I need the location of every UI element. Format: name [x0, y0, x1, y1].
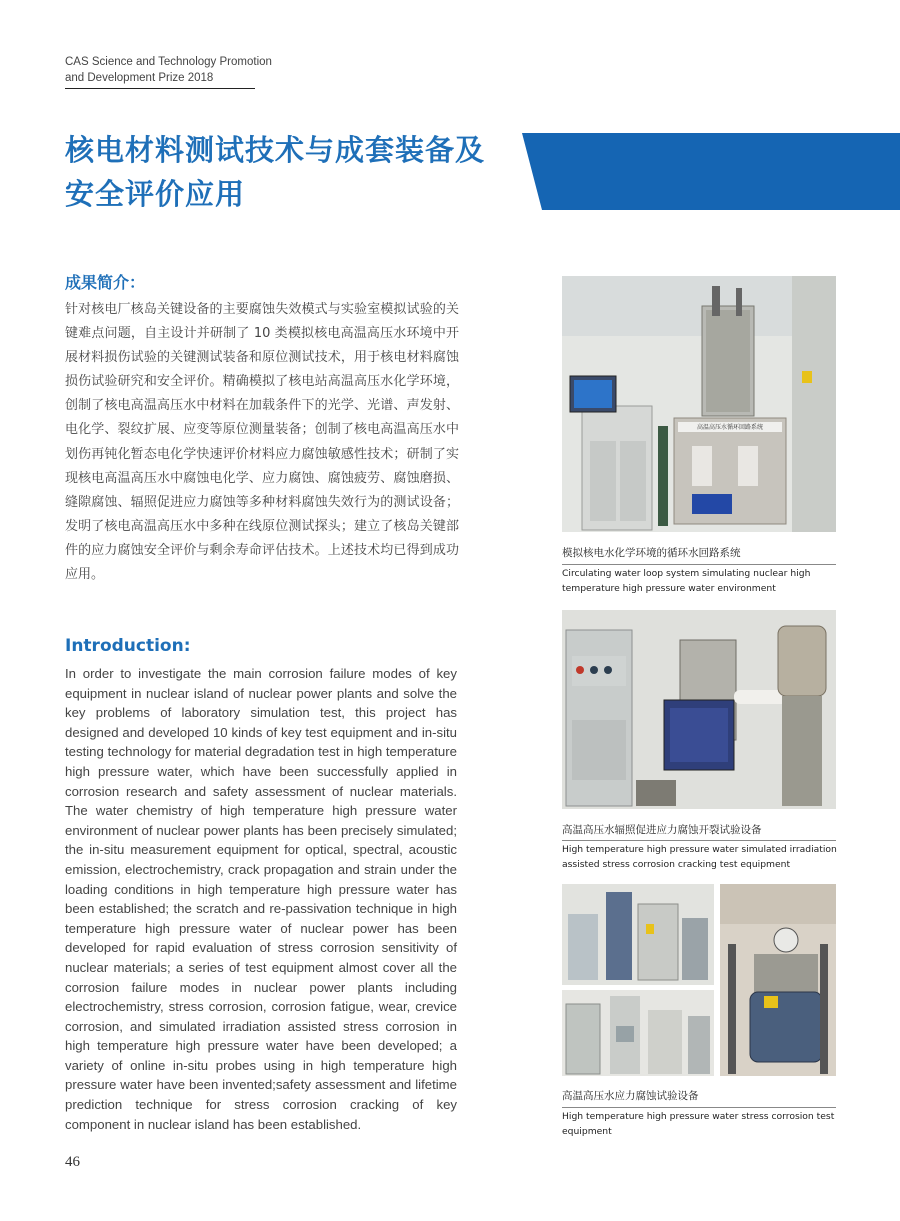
page-title [65, 128, 515, 216]
figure-1-caption-cn: 模拟核电水化学环境的循环水回路系统 [562, 547, 741, 559]
figure-3-caption-en: High temperature high pressure water stress corrosion test equipment [562, 1111, 835, 1137]
title-accent-band [522, 133, 900, 210]
summary-cn-body: 针对核电厂核岛关键设备的主要腐蚀失效模式与实验室模拟试验的关键难点问题，自主设计并研制了 10 类模拟核电高温高压水环境中开展材料损伤试验的关键测试装备和原位测试技术，用于核电材料腐蚀损伤试验研究和安全评价。精确模拟了核电站高温高压水化学环境，创制了核电高温高压水中材料在加载条件下的光学、光谱、声发射、电化学、裂纹扩展、应变等原位测量装备；创制了核电高温高压水中划伤再钝化暂态电化学快速评价材料应力腐蚀敏感性技术；研制了实现核电高温高压水中腐蚀电化学、应力腐蚀、腐蚀疲劳、腐蚀磨损、缝隙腐蚀、辐照促进应力腐蚀等多种材料腐蚀失效行为的测试设备；发明了核电高温高压水中多种在线原位测试探头；建立了核岛关键部件的应力腐蚀安全评价与剩余寿命评估技术。上述技术均已得到成功应用。 [65, 302, 459, 583]
page-title-line1: 核电材料测试技术与成套装备及 [65, 133, 486, 167]
figure-1-caption-rule [562, 564, 836, 565]
loop-system-panel-label: 高温高压水循环回路系统 [696, 424, 764, 431]
figure-2-caption-cn: 高温高压水辐照促进应力腐蚀开裂试验设备 [562, 824, 762, 836]
summary-cn-heading: 成果简介： [65, 273, 146, 292]
introduction-heading: Introduction: [65, 636, 191, 656]
figure-3-caption-rule [562, 1107, 836, 1108]
running-header [65, 54, 272, 86]
scc-lab-photo-top [562, 884, 714, 985]
figure-3-caption-cn: 高温高压水应力腐蚀试验设备 [562, 1090, 699, 1102]
figure-2-caption-rule [562, 840, 836, 841]
page-title-line2: 安全评价应用 [65, 177, 246, 211]
running-header-line2: and Development Prize 2018 [65, 72, 214, 84]
header-rule [65, 88, 255, 89]
introduction-body: In order to investigate the main corrosion failure modes of key equipment in nuclear island of nuclear power plants and solve the key problems of laboratory simulation test, this project has designed and developed 10 kinds of key test equipment and in-situ testing technology for material degradation test in high temperature high pressure water, which have been successfully applied in corrosion research and safety assessment of nuclear materials. The water chemistry of high temperature high pressure water environment of nuclear power plants has been precisely simulated; the in-situ measurement equipment for optical, spectral, acoustic emission, electrochemistry, crack propagation and strain under the loading conditions in high temperature high pressure water has been established; the scratch and re-passivation technique in high temperature high pressure water of nuclear power has been developed for rapid evaluation of stress corrosion sensitivity of nuclear materials; a series of test equipment almost cover all the corrosion failure modes in nuclear power plants including electrochemistry, stress corrosion, corrosion fatigue, wear, crevice corrosion, and simulated irradiation assisted stress corrosion in high temperature high pressure water have been developed; a variety of online in-situ probes using in high temperature high pressure water have been invented;safety assessment and lifetime prediction technique for stress corrosion cracking of key component in nuclear island has been established. [65, 666, 457, 1132]
irradiation-scc-photo [562, 610, 836, 809]
running-header-line1: CAS Science and Technology Promotion [65, 56, 272, 68]
page-number: 46 [65, 1154, 80, 1170]
figure-1-caption-en: Circulating water loop system simulating nuclear high temperature high pressure water environment [562, 568, 811, 594]
scc-autoclave-photo [720, 884, 836, 1076]
figure-2-caption-en: High temperature high pressure water simulated irradiation assisted stress corrosion cracking test equipment [562, 844, 837, 870]
loop-system-photo [562, 276, 836, 532]
scc-lab-photo-bottom [562, 990, 714, 1076]
